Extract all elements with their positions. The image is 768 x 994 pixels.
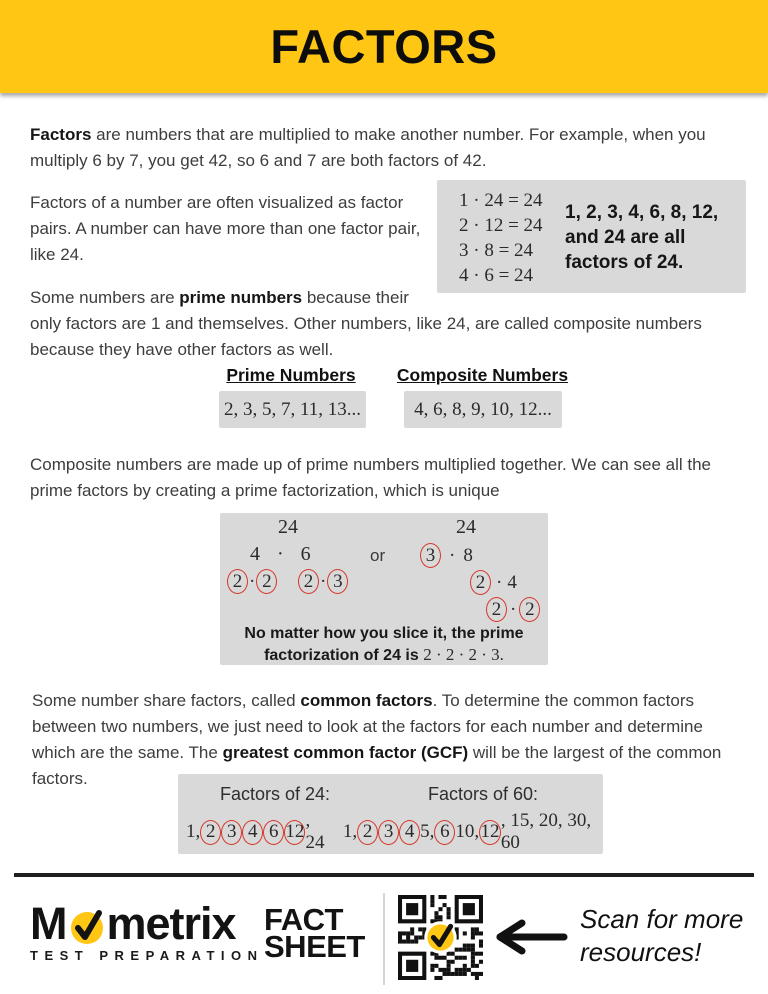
equation-3: 3 · 8 = 24	[459, 240, 534, 261]
factor-pairs-paragraph: Factors of a number are often visualized as factor pairs. A number can have more than one factor pair, like 24.	[30, 193, 421, 264]
footer-divider-line	[14, 873, 754, 877]
intro-paragraph	[30, 122, 746, 174]
logo-text-metrix: metrix	[106, 898, 236, 949]
factor-tree-box	[220, 513, 548, 665]
left-tree-leaves-a: 2 · 2	[227, 569, 277, 594]
composite-numbers-header: Composite Numbers	[396, 365, 569, 385]
tree-caption-math: 2 · 2 · 2 · 3.	[423, 645, 504, 664]
prime-numbers-header: Prime Numbers	[226, 365, 356, 385]
fact-sheet-line1: FACT	[264, 902, 343, 937]
prime-bold-term: prime numbers	[179, 288, 303, 307]
left-arrow-icon	[492, 918, 568, 956]
prime-paragraph	[30, 285, 746, 363]
mometrix-logo	[30, 898, 264, 963]
qr-code	[398, 895, 483, 980]
prime-text-rest: only factors are 1 and themselves. Other numbers, like 24, are called composite numbers because they have other factors as well.	[30, 314, 702, 359]
prime-text-pre: Some numbers are	[30, 288, 180, 307]
equation-2: 2 · 12 = 24	[459, 215, 543, 236]
right-tree-level3: 2 · 4	[470, 570, 517, 595]
header-banner	[0, 0, 768, 93]
tree-caption	[220, 623, 548, 666]
logo-letter-m: M	[30, 898, 67, 949]
footer-vertical-divider	[383, 893, 385, 985]
gcf-text-c: . To determine the common factors between two numbers, we just need to look at the factors for each number and determine which are the same. The	[32, 691, 703, 762]
intro-text: are numbers that are multiplied to make another number. For example, when you multiply 6 by 7, you get 42, so 6 and 7 are both factors of 42.	[30, 125, 706, 170]
common-factors-box	[178, 774, 603, 854]
factors-of-24-title: Factors of 24:	[219, 784, 331, 804]
factors-of-60-title: Factors of 60:	[427, 784, 539, 804]
factor-pairs-box	[437, 180, 746, 293]
composite-list-box: 4, 6, 8, 9, 10, 12...	[404, 391, 562, 428]
right-tree-root: 24	[456, 516, 476, 538]
factorization-paragraph: Composite numbers are made up of prime numbers multiplied together. We can see all the prime factors by creating a prime factorization, which is unique	[30, 455, 711, 500]
right-tree-level2: 3 · 8	[420, 543, 473, 568]
left-tree-leaves-b: 2 · 3	[298, 569, 348, 594]
or-label: or	[370, 546, 386, 565]
fact-sheet-line2: SHEET	[264, 929, 365, 964]
gcf-text-e: will be the largest of the common factors.	[32, 743, 722, 788]
checkmark-circle-icon	[68, 903, 106, 945]
gcf-text-a: Some number share factors, called	[32, 691, 301, 710]
page-title: FACTORS	[270, 20, 498, 73]
logo-tagline: TEST PREPARATION	[30, 948, 264, 963]
scan-caption: Scan for more resources!	[580, 904, 744, 967]
left-tree-root: 24	[278, 516, 298, 538]
equation-4: 4 · 6 = 24	[459, 265, 534, 286]
common-factor-lists	[186, 810, 595, 854]
factors-of-60-list: 1, 2 3 4 5, 6 10, 12 , 15, 20, 30, 60	[342, 810, 592, 853]
gcf-bold-common-factors: common factors	[300, 691, 433, 710]
prime-text-line1-end: because their	[302, 288, 409, 307]
left-tree-level2: 4 · 6	[250, 543, 311, 565]
factor-pairs-caption: 1, 2, 3, 4, 6, 8, 12, and 24 are all factors of 24.	[565, 202, 719, 273]
tree-caption-bold: No matter how you slice it, the prime factorization of 24 is	[244, 625, 524, 664]
equation-1: 1 · 24 = 24	[459, 190, 543, 211]
factors-of-24-list: 1, 2 3 4 6 12 , 24	[186, 810, 325, 853]
gcf-bold-gcf: greatest common factor (GCF)	[222, 743, 469, 762]
fact-sheet-label	[264, 902, 365, 964]
right-tree-level4: 2 · 2	[486, 597, 540, 622]
intro-bold-term: Factors	[30, 125, 92, 144]
prime-list-box: 2, 3, 5, 7, 11, 13...	[219, 391, 366, 428]
factor-pair-equations	[459, 188, 543, 288]
